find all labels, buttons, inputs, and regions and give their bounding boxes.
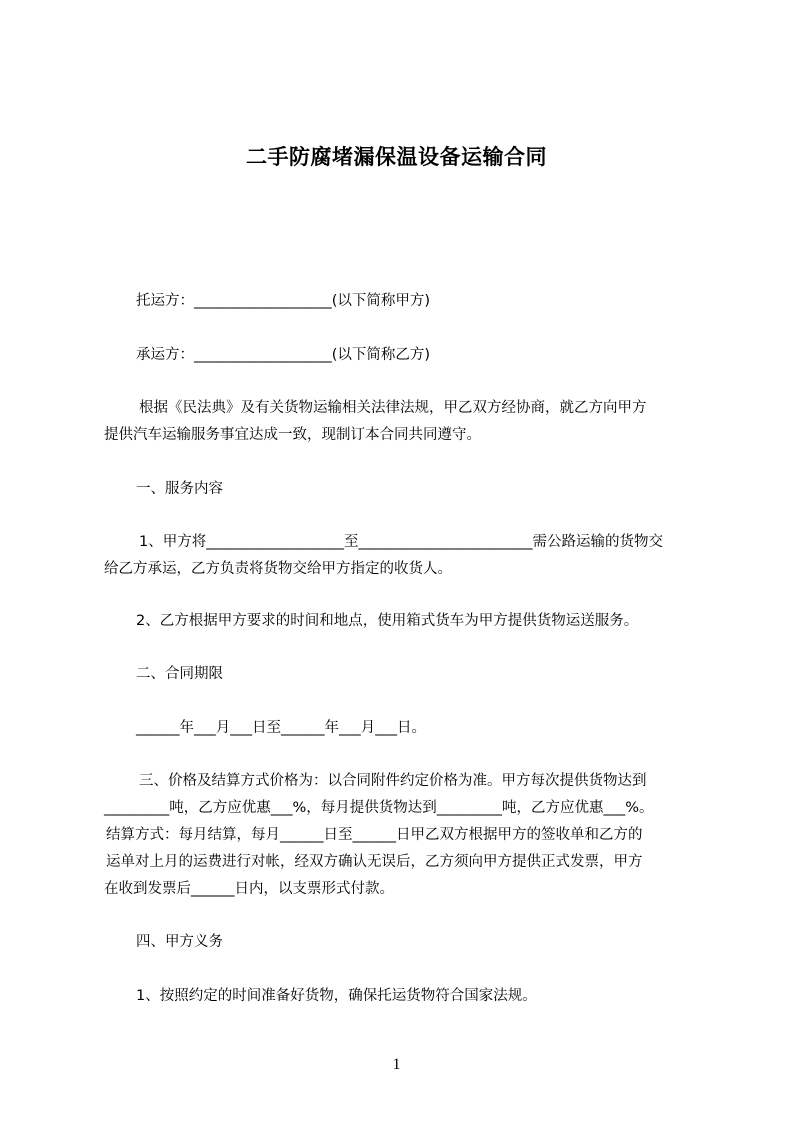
section-heading-service: 一、服务内容 <box>136 481 223 497</box>
party-a-duty-1: 1、按照约定的时间准备好货物，确保托运货物符合国家法规。 <box>136 988 537 1004</box>
price-line-2: _________吨，乙方应优惠___%，每月提供货物达到_________吨，乙方应优惠___%。 <box>104 800 654 816</box>
service-clause-1-line-2: 给乙方承运，乙方负责将货物交给甲方指定的收货人。 <box>104 561 452 577</box>
section-heading-term: 二、合同期限 <box>136 666 223 682</box>
page-number: 1 <box>392 1056 401 1073</box>
settlement-line-3: 在收到发票后______日内，以支票形式付款。 <box>104 881 394 897</box>
settlement-line-1: 结算方式：每月结算，每月______日至______日甲乙双方根据甲方的签收单和乙方的 <box>106 827 643 843</box>
preamble-line-1: 根据《民法典》及有关货物运输相关法律法规，甲乙双方经协商，就乙方向甲方 <box>139 400 647 416</box>
section-heading-party-a-duties: 四、甲方义务 <box>136 934 223 950</box>
term-dates: ______年___月___日至______年___月___日。 <box>136 720 426 736</box>
shipper-line: 托运方：___________________(以下简称甲方) <box>136 293 431 309</box>
price-line-1: 三、价格及结算方式价格为：以合同附件约定价格为准。甲方每次提供货物达到 <box>139 773 647 789</box>
service-clause-2: 2、乙方根据甲方要求的时间和地点，使用箱式货车为甲方提供货物运送服务。 <box>136 613 639 629</box>
preamble-line-2: 提供汽车运输服务事宜达成一致，现制订本合同共同遵守。 <box>104 427 481 443</box>
carrier-line: 承运方：___________________(以下简称乙方) <box>136 347 431 363</box>
settlement-line-2: 运单对上月的运费进行对帐，经双方确认无误后，乙方须向甲方提供正式发票，甲方 <box>106 854 643 870</box>
document-title: 二手防腐堵漏保温设备运输合同 <box>246 145 547 169</box>
service-clause-1-line-1: 1、甲方将___________________至________________________需公路运输的货物交 <box>139 534 663 550</box>
